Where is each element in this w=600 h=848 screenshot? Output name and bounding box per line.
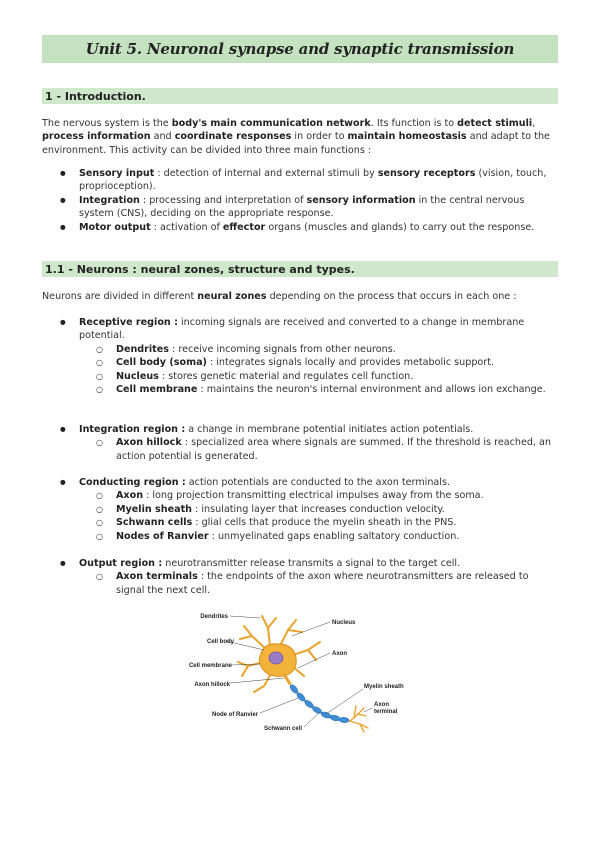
label-nucleus: Nucleus (332, 620, 356, 626)
axon-hillock-shape (284, 674, 290, 684)
label-cell-body: Cell body (206, 639, 234, 645)
list-item: ● Sensory input : detection of internal and external stimuli by sensory receptors (vision, touch, proprioception). (60, 167, 558, 194)
sub-list-item: ○ Nodes of Ranvier : unmyelinated gaps enabling saltatory conduction. (96, 530, 558, 543)
label-axon-terminal-2: terminal (374, 709, 398, 715)
axon-terminal-branches (350, 706, 368, 732)
list-item: ● Output region : neurotransmitter release transmits a signal to the target cell. (60, 557, 558, 570)
section-heading-text: 1.1 - Neurons : neural zones, structure and types. (45, 262, 355, 276)
list-item: ● Conducting region : action potentials are conducted to the axon terminals. (60, 476, 558, 489)
receptive-region-list (60, 316, 558, 396)
myelin-segments (289, 683, 349, 723)
list-item: ● Motor output : activation of effector organs (muscles and glands) to carry out the response. (60, 221, 558, 234)
label-node-of-ranvier: Node of Ranvier (211, 712, 258, 718)
neurons-intro-paragraph: Neurons are divided in different neural zones depending on the process that occurs in each one : (42, 291, 517, 302)
intro-paragraph: The nervous system is the body's main communication network. Its function is to detect stimuli, process information and coordinate responses in order to maintain homeostasis and adapt to the environment. This activity can be divided into three main functions : (42, 118, 550, 156)
neuron-diagram (180, 606, 410, 738)
sub-list-item: ○ Schwann cells : glial cells that produce the myelin sheath in the PNS. (96, 516, 558, 529)
list-item: ● Receptive region : incoming signals are received and converted to a change in membrane potential. (60, 316, 558, 343)
sub-list-item: ○ Dendrites : receive incoming signals from other neurons. (96, 343, 558, 356)
section-heading-introduction (42, 88, 558, 104)
label-axon: Axon (332, 651, 347, 657)
section-heading-neurons (42, 261, 558, 277)
page-title: Unit 5. Neuronal synapse and synaptic transmission (85, 40, 515, 58)
conducting-region-list (60, 476, 558, 543)
label-axon-hillock: Axon hillock (194, 682, 230, 688)
sub-list-item: ○ Axon hillock : specialized area where signals are summed. If the threshold is reached, an action potential is generated. (96, 436, 558, 463)
label-schwann-cell: Schwann cell (263, 726, 302, 732)
label-dendrites: Dendrites (200, 614, 228, 620)
section-heading-text: 1 - Introduction. (45, 89, 146, 103)
title-banner (42, 35, 558, 63)
sub-list-item: ○ Cell membrane : maintains the neuron's internal environment and allows ion exchange. (96, 383, 558, 396)
label-myelin-sheath: Myelin sheath (364, 684, 404, 690)
integration-region-list (60, 423, 558, 463)
list-item: ● Integration : processing and interpretation of sensory information in the central nervous system (CNS), deciding on the appropriate response. (60, 194, 558, 221)
sub-list-item: ○ Cell body (soma) : integrates signals locally and provides metabolic support. (96, 356, 558, 369)
functions-list (60, 167, 558, 234)
sub-list-item: ○ Axon : long projection transmitting electrical impulses away from the soma. (96, 489, 558, 502)
output-region-list (60, 557, 558, 597)
label-axon-terminal: Axon (374, 702, 389, 708)
list-item: ● Integration region : a change in membrane potential initiates action potentials. (60, 423, 558, 436)
sub-list-item: ○ Axon terminals : the endpoints of the axon where neurotransmitters are released to signal the next cell. (96, 570, 558, 597)
nucleus-shape (269, 652, 283, 664)
sub-list-item: ○ Nucleus : stores genetic material and regulates cell function. (96, 370, 558, 383)
sub-list-item: ○ Myelin sheath : insulating layer that increases conduction velocity. (96, 503, 558, 516)
label-cell-membrane: Cell membrane (188, 663, 232, 669)
axon-shape (290, 684, 350, 721)
